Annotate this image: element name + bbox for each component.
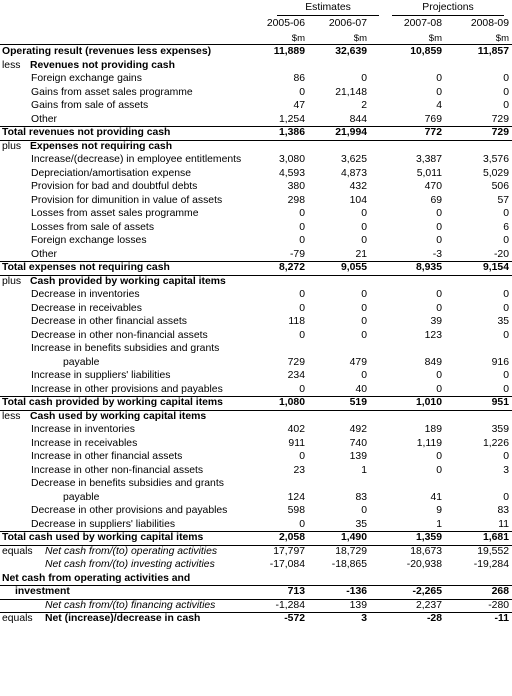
row-value: 83 xyxy=(355,491,367,503)
row-label: Net (increase)/decrease in cash xyxy=(45,613,201,624)
row-value: 4,593 xyxy=(278,167,305,179)
row-value: 729 xyxy=(491,113,509,125)
row-value: 124 xyxy=(287,491,305,503)
row-value: 0 xyxy=(436,73,442,84)
row-value: 47 xyxy=(293,100,305,111)
row-value: 35 xyxy=(355,518,367,530)
row-label: Increase in inventories xyxy=(31,424,135,435)
row-prefix: plus xyxy=(2,275,22,287)
estimates-underline xyxy=(277,15,379,16)
row-value: 740 xyxy=(349,437,367,449)
row-value: 234 xyxy=(287,370,305,381)
row-value: 139 xyxy=(349,451,367,462)
row-value: 0 xyxy=(503,302,509,314)
row-value: 0 xyxy=(361,316,367,327)
row-value: 479 xyxy=(349,356,367,368)
row-value: 0 xyxy=(361,235,367,246)
row-value: -28 xyxy=(426,613,442,624)
row-value: 4,873 xyxy=(340,167,367,179)
row-value: 0 xyxy=(436,451,442,462)
row-value: 18,673 xyxy=(410,545,442,557)
row-value: 298 xyxy=(287,194,305,206)
row-label: Increase in other provisions and payables xyxy=(31,383,223,395)
row-value: -1,284 xyxy=(275,599,305,611)
row-value: 1,226 xyxy=(482,437,509,449)
total-rule xyxy=(0,612,512,613)
row-value: -3 xyxy=(432,248,442,260)
row-value: 432 xyxy=(349,181,367,192)
row-label: Revenues not providing cash xyxy=(30,59,175,71)
row-value: 0 xyxy=(299,221,305,233)
row-label: Net cash from operating activities and xyxy=(2,572,191,584)
row-value: 3,625 xyxy=(340,154,367,165)
row-value: 9 xyxy=(436,505,442,516)
row-value: 911 xyxy=(288,437,305,449)
row-value: 1,254 xyxy=(278,113,305,125)
row-value: 0 xyxy=(361,289,367,300)
row-value: 0 xyxy=(299,329,305,341)
row-value: 11 xyxy=(498,518,509,530)
row-label: Gains from asset sales programme xyxy=(31,86,193,98)
row-value: 844 xyxy=(349,113,367,125)
row-label: Net cash from/(to) investing activities xyxy=(45,559,215,570)
row-value: 506 xyxy=(491,181,509,192)
row-label: Net cash from/(to) financing activities xyxy=(45,599,216,611)
row-value: 2 xyxy=(361,100,367,111)
row-value: 0 xyxy=(361,208,367,219)
row-label: Increase in suppliers' liabilities xyxy=(31,370,171,381)
row-value: 402 xyxy=(287,424,305,435)
row-value: 1,386 xyxy=(278,127,305,138)
row-label: Decrease in other financial assets xyxy=(31,316,187,327)
row-value: 0 xyxy=(503,329,509,341)
row-value: 0 xyxy=(436,221,442,233)
year-header: 2008-09 xyxy=(470,18,509,29)
row-value: 21 xyxy=(355,248,367,260)
row-value: -19,284 xyxy=(473,559,509,570)
total-rule xyxy=(0,585,512,586)
row-value: 951 xyxy=(491,397,509,408)
row-value: 0 xyxy=(361,73,367,84)
row-label: Decrease in receivables xyxy=(31,302,142,314)
row-value: -17,084 xyxy=(269,559,305,570)
row-value: 23 xyxy=(293,464,305,476)
row-value: 0 xyxy=(503,491,509,503)
row-label: Cash provided by working capital items xyxy=(30,275,226,287)
row-label: Total cash used by working capital items xyxy=(2,532,204,543)
row-value: 0 xyxy=(436,289,442,300)
row-value: 0 xyxy=(361,370,367,381)
row-label: Decrease in inventories xyxy=(31,289,140,300)
row-label: investment xyxy=(15,586,70,597)
projections-underline xyxy=(392,15,504,16)
row-value: 470 xyxy=(424,181,442,192)
row-value: 380 xyxy=(287,181,305,192)
row-value: 769 xyxy=(424,113,442,125)
row-value: 0 xyxy=(436,302,442,314)
row-value: 86 xyxy=(293,73,305,84)
row-value: 35 xyxy=(497,316,509,327)
row-value: 5,011 xyxy=(416,167,442,179)
row-label: Increase in benefits subsidies and grants xyxy=(31,343,220,354)
row-label: Increase in other non-financial assets xyxy=(31,464,204,476)
row-value: -2,265 xyxy=(412,586,442,597)
row-label: payable xyxy=(63,356,100,368)
row-value: 1,010 xyxy=(415,397,442,408)
row-value: 0 xyxy=(503,86,509,98)
row-label: Increase/(decrease) in employee entitlements xyxy=(31,154,242,165)
row-value: 1,080 xyxy=(278,397,305,408)
row-value: 0 xyxy=(361,221,367,233)
row-label: Operating result (revenues less expenses) xyxy=(2,46,212,57)
row-value: 41 xyxy=(430,491,442,503)
row-value: 492 xyxy=(349,424,367,435)
row-value: 189 xyxy=(424,424,442,435)
row-value: 0 xyxy=(436,370,442,381)
row-value: 32,639 xyxy=(335,46,367,57)
unit-header: $m xyxy=(291,33,305,44)
row-value: 0 xyxy=(503,289,509,300)
row-value: -20,938 xyxy=(406,559,442,570)
row-value: 0 xyxy=(503,100,509,111)
row-value: 4 xyxy=(436,100,442,111)
row-label: Gains from sale of assets xyxy=(31,100,149,111)
row-value: -280 xyxy=(488,599,509,611)
row-prefix: plus xyxy=(2,140,22,152)
year-header: 2007-08 xyxy=(403,18,442,29)
row-label: Provision for dimunition in value of assets xyxy=(31,194,223,206)
row-value: 729 xyxy=(491,127,509,138)
estimates-group-header: Estimates xyxy=(305,2,351,13)
row-label: Provision for bad and doubtful debts xyxy=(31,181,198,192)
row-value: 359 xyxy=(491,424,509,435)
row-label: Increase in receivables xyxy=(31,437,138,449)
row-value: 598 xyxy=(287,505,305,516)
row-value: 21,148 xyxy=(335,86,367,98)
total-rule xyxy=(0,261,512,262)
row-value: 519 xyxy=(349,397,367,408)
row-value: 104 xyxy=(349,194,367,206)
total-rule xyxy=(0,396,512,397)
row-value: 0 xyxy=(299,518,305,530)
row-value: -572 xyxy=(284,613,305,624)
row-label: Total expenses not requiring cash xyxy=(2,262,170,273)
row-value: 11,857 xyxy=(477,46,509,57)
unit-header: $m xyxy=(428,33,442,44)
row-value: 9,154 xyxy=(482,262,509,273)
row-value: 0 xyxy=(503,370,509,381)
row-value: 713 xyxy=(287,586,305,597)
row-value: 0 xyxy=(436,86,442,98)
row-value: 0 xyxy=(299,289,305,300)
row-value: 0 xyxy=(503,383,509,395)
row-label: Net cash from/(to) operating activities xyxy=(45,545,218,557)
row-value: -20 xyxy=(493,248,509,260)
row-value: 0 xyxy=(503,73,509,84)
year-header: 2006-07 xyxy=(328,18,367,29)
row-value: -136 xyxy=(346,586,367,597)
row-label: Increase in other financial assets xyxy=(31,451,183,462)
row-value: 5,029 xyxy=(482,167,509,179)
row-value: -18,865 xyxy=(331,559,367,570)
row-label: Foreign exchange losses xyxy=(31,235,147,246)
row-value: 849 xyxy=(424,356,442,368)
unit-header: $m xyxy=(495,33,509,44)
row-value: 6 xyxy=(503,221,509,233)
row-value: 0 xyxy=(299,302,305,314)
row-label: Expenses not requiring cash xyxy=(30,140,173,152)
row-value: 0 xyxy=(436,383,442,395)
row-prefix: less xyxy=(2,410,21,422)
row-value: 3 xyxy=(361,613,367,624)
row-value: 1,681 xyxy=(482,532,509,543)
row-label: Depreciation/amortisation expense xyxy=(31,167,191,179)
row-label: Cash used by working capital items xyxy=(30,410,207,422)
row-value: 0 xyxy=(299,208,305,219)
total-rule xyxy=(0,531,512,532)
row-value: 10,859 xyxy=(410,46,442,57)
row-value: -79 xyxy=(289,248,305,260)
row-value: 0 xyxy=(361,329,367,341)
row-value: 0 xyxy=(361,505,367,516)
row-value: 0 xyxy=(299,451,305,462)
row-value: 916 xyxy=(491,356,509,368)
row-value: 17,797 xyxy=(273,545,305,557)
row-prefix: equals xyxy=(2,545,33,557)
row-label: Other xyxy=(31,248,57,260)
row-value: 0 xyxy=(299,86,305,98)
row-value: 2,237 xyxy=(415,599,442,611)
row-value: 19,552 xyxy=(477,545,509,557)
row-value: 1,490 xyxy=(340,532,367,543)
row-value: 9,055 xyxy=(340,262,367,273)
row-value: 0 xyxy=(503,208,509,219)
row-value: 11,889 xyxy=(273,46,305,57)
row-value: 3,080 xyxy=(278,154,305,165)
row-value: 83 xyxy=(497,505,509,516)
row-value: 268 xyxy=(491,586,509,597)
row-value: 3,387 xyxy=(415,154,442,165)
row-value: 729 xyxy=(287,356,305,368)
row-value: 8,272 xyxy=(278,262,305,273)
row-value: 1,119 xyxy=(416,437,442,449)
row-value: 40 xyxy=(355,383,367,395)
row-value: 1,359 xyxy=(415,532,442,543)
row-value: -11 xyxy=(494,613,509,624)
row-value: 0 xyxy=(436,464,442,476)
row-label: Decrease in suppliers' liabilities xyxy=(31,518,176,530)
row-value: 21,994 xyxy=(335,127,367,138)
row-value: 772 xyxy=(424,127,442,138)
projections-group-header: Projections xyxy=(422,2,474,13)
row-value: 57 xyxy=(497,194,509,206)
row-value: 0 xyxy=(299,383,305,395)
row-label: Decrease in benefits subsidies and grants xyxy=(31,478,224,489)
row-prefix: equals xyxy=(2,613,33,624)
row-value: 1 xyxy=(436,518,442,530)
row-value: 3,576 xyxy=(482,154,509,165)
row-value: 0 xyxy=(503,235,509,246)
row-value: 18,729 xyxy=(335,545,367,557)
row-value: 39 xyxy=(430,316,442,327)
row-label: Other xyxy=(31,113,57,125)
row-value: 118 xyxy=(288,316,305,327)
row-value: 0 xyxy=(299,235,305,246)
row-label: Foreign exchange gains xyxy=(31,73,142,84)
unit-header: $m xyxy=(353,33,367,44)
row-value: 139 xyxy=(349,599,367,611)
row-prefix: less xyxy=(2,59,21,71)
row-value: 2,058 xyxy=(278,532,305,543)
row-label: Total cash provided by working capital items xyxy=(2,397,223,408)
row-value: 0 xyxy=(361,302,367,314)
total-rule xyxy=(0,126,512,127)
row-label: payable xyxy=(63,491,100,503)
row-value: 1 xyxy=(361,464,367,476)
year-header: 2005-06 xyxy=(266,18,305,29)
row-label: Decrease in other non-financial assets xyxy=(31,329,208,341)
row-value: 123 xyxy=(424,329,442,341)
row-label: Total revenues not providing cash xyxy=(2,127,171,138)
row-value: 3 xyxy=(503,464,509,476)
row-label: Losses from asset sales programme xyxy=(31,208,199,219)
row-value: 69 xyxy=(430,194,442,206)
header-rule xyxy=(0,44,512,45)
row-value: 0 xyxy=(436,208,442,219)
row-value: 0 xyxy=(503,451,509,462)
row-label: Losses from sale of assets xyxy=(31,221,155,233)
row-label: Decrease in other provisions and payables xyxy=(31,505,228,516)
row-value: 0 xyxy=(436,235,442,246)
row-value: 8,935 xyxy=(415,262,442,273)
